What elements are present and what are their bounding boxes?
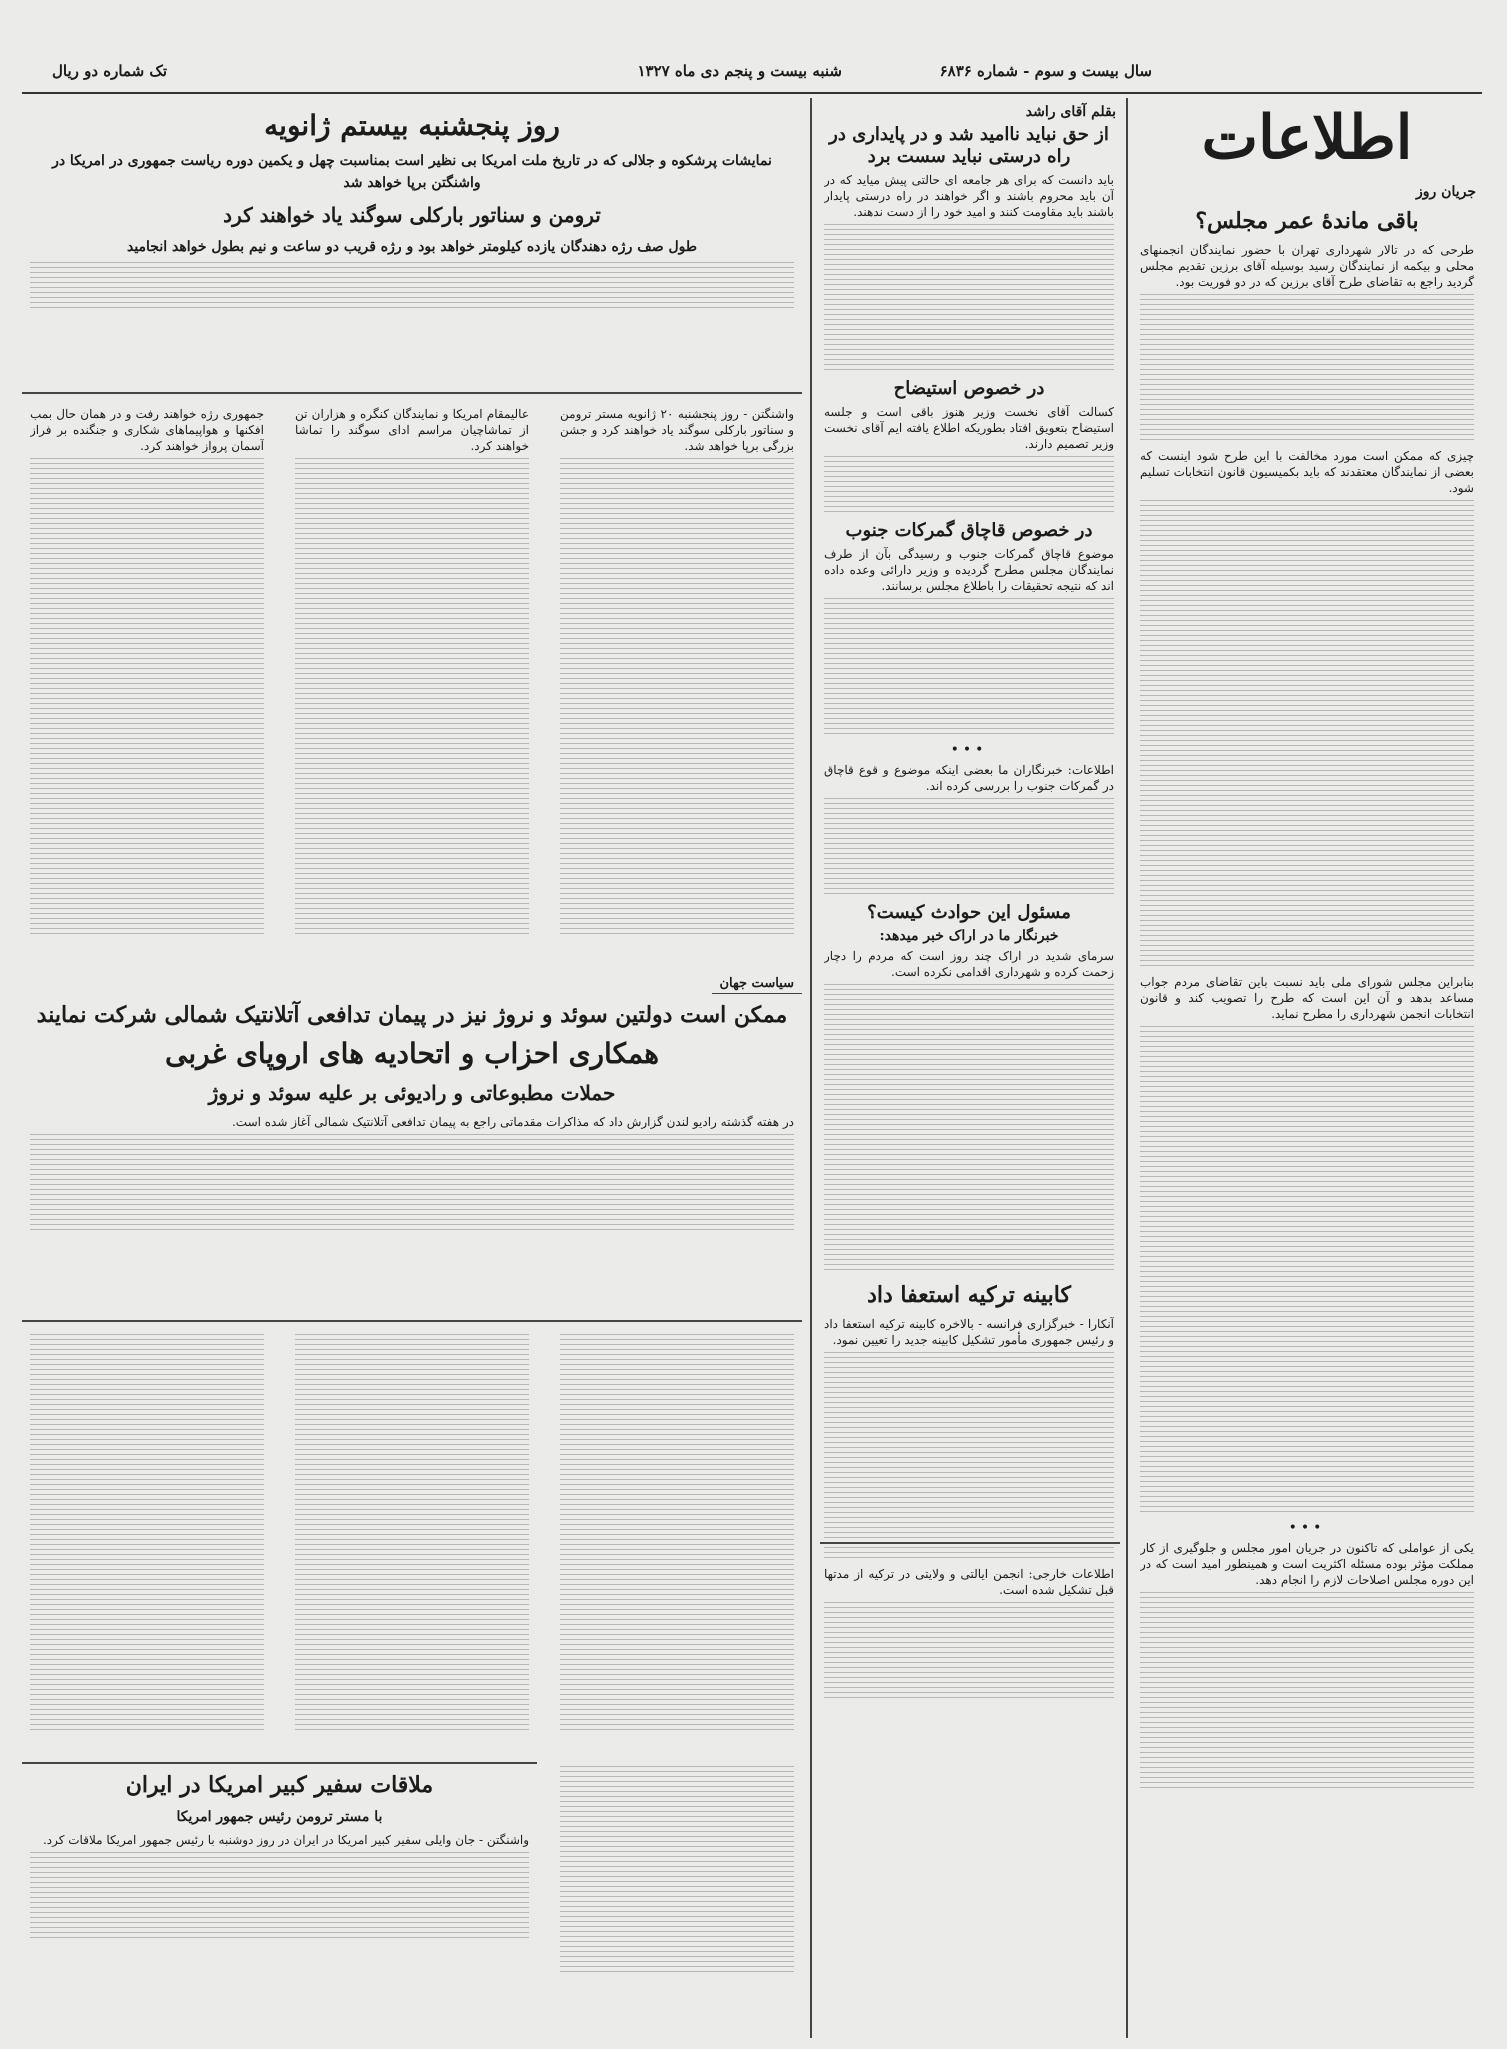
separator: ••• <box>950 742 988 758</box>
ambassador-article <box>22 1762 537 1989</box>
text-block <box>30 262 794 312</box>
accidents-headline: مسئول این حوادث کیست؟ <box>867 902 1071 923</box>
byline: بقلم آقای راشد <box>1025 104 1116 120</box>
news-column <box>816 102 1122 2037</box>
section-rule <box>22 392 802 394</box>
text-block <box>824 224 1114 374</box>
article-paragraph: موضوع قاچاق گمرکات جنوب و رسیدگی بآن از طرف نمایندگان مجلس مطرح گردیده و وزیر دارائی وعده داده اند که نتیجه تحقیقات را باطلاع مجلس برسانند. <box>824 547 1114 593</box>
text-block <box>295 1334 529 1734</box>
editorial-paragraph: طرحی که در تالار شهرداری تهران با حضور نمایندگان انجمنهای محلی و بیکمه از نمایندگان رسید بوسیله آقای برزین تقدیم مجلس گردید راجع به تقاضای طرح آقای برزین که در دو فوریت بود. <box>1140 243 1474 289</box>
text-block <box>295 458 529 938</box>
masthead-issue: سال بیست و سوم - شماره ۶۸۳۶ <box>939 62 1152 80</box>
text-block <box>560 1766 794 1976</box>
newspaper-logo: اطلاعات <box>1201 103 1413 173</box>
editorial-paragraph: بنابراین مجلس شورای ملی باید نسبت باین تقاضای مردم جواب مساعد بدهد و آن این است که طرح را تصویب کند و قانون انتخابات انجمن شهرداری را مطرح نماید. <box>1140 975 1474 1021</box>
separator: ••• <box>1288 1520 1326 1536</box>
inauguration-column <box>287 402 537 962</box>
ambassador-headline: ملاقات سفیر کبیر امریکا در ایران <box>125 1772 434 1798</box>
masthead-date: شنبه بیست و پنجم دی ماه ۱۳۲۷ <box>637 62 842 80</box>
text-block <box>30 1852 529 1942</box>
text-block <box>824 598 1114 738</box>
article-paragraph: واشنگتن - روز پنجشنبه ۲۰ ژانویه مستر ترومن و سناتور بارکلی سوگند یاد خواهند کرد و جشن بزرگی برپا خواهد شد. <box>560 407 794 453</box>
text-block <box>560 1334 794 1734</box>
world-column <box>552 1762 802 1987</box>
world-column <box>22 1330 272 1750</box>
customs-headline: در خصوص قاچاق گمرکات جنوب <box>845 520 1093 541</box>
editorial-paragraph: یکی از عواملی که تاکنون در جریان امور مجلس و جلوگیری از کار مملکت مؤثر بوده مسئله اکثریت است و همینطور امید است که در این دوره مجلس اصلاحات لازم را انجام دهد. <box>1140 1541 1474 1587</box>
inauguration-column <box>22 402 272 962</box>
text-block <box>1140 1592 1474 1792</box>
article-paragraph: جمهوری رژه خواهند رفت و در همان حال بمب افکنها و هواپیماهای شکاری و جنگنده بر فراز آسمان پرواز خواهند کرد. <box>30 407 264 453</box>
article-paragraph: واشنگتن - جان وایلی سفیر کبیر امریکا در ایران در روز دوشنبه با رئیس جمهور امریکا ملاقات کرد. <box>42 1833 529 1847</box>
world-column <box>552 1330 802 1750</box>
editorial-paragraph: چیزی که ممکن است مورد مخالفت با این طرح شود اینست که بعضی از نمایندگان معتقدند که باید بکمیسیون قانون انتخابات تسلیم شود. <box>1140 449 1474 495</box>
inauguration-subhead: طول صف رژه دهندگان یازده کیلومتر خواهد بود و رژه قریب دو ساعت و نیم بطول خواهد انجامید <box>126 239 698 255</box>
inauguration-subhead: ترومن و سناتور بارکلی سوگند یاد خواهند کرد <box>223 203 601 227</box>
article-paragraph: سرمای شدید در اراک چند روز است که مردم را دچار زحمت کرده و شهرداری اقدامی نکرده است. <box>824 949 1114 979</box>
text-block <box>30 1134 794 1234</box>
column-kicker: جریان روز <box>1416 184 1476 200</box>
inauguration-subhead: نمایشات پرشکوه و جلالی که در تاریخ ملت امریکا بی نظیر است بمناسبت چهل و یکمین دوره ریاست جمهوری در امریکا در واشنگتن برپا خواهد شد <box>52 153 772 191</box>
world-subhead: حملات مطبوعاتی و رادیوئی بر علیه سوئد و نروژ <box>208 1081 616 1105</box>
accidents-subhead: خبرنگار ما در اراک خبر میدهد: <box>879 928 1059 944</box>
text-block <box>824 1602 1114 1702</box>
turkey-headline: کابینه ترکیه استعفا داد <box>867 1282 1071 1308</box>
text-block <box>824 1352 1114 1562</box>
newspaper-page <box>22 52 1482 2042</box>
text-block <box>1140 500 1474 970</box>
article-paragraph: کسالت آقای نخست وزیر هنوز باقی است و جلسه استیضاح بتعویق افتاد بطوریکه اطلاع یافته ایم آقای نخست وزیر تصمیم دارند. <box>824 405 1114 451</box>
ambassador-subhead: با مستر ترومن رئیس جمهور امریکا <box>176 1809 383 1825</box>
article-paragraph: آنکارا - خبرگزاری فرانسه - بالاخره کابینه ترکیه استعفا داد و رئیس جمهوری مأمور تشکیل کابینه جدید را تعیین نمود. <box>824 1317 1114 1347</box>
text-block <box>30 1334 264 1734</box>
article-paragraph: اطلاعات خارجی: انجمن ایالتی و ولایتی در ترکیه از مدتها قبل تشکیل شده است. <box>824 1567 1114 1597</box>
column-rule <box>810 98 812 2038</box>
masthead <box>22 52 1482 94</box>
section-rule <box>22 1320 802 1322</box>
article-paragraph: در هفته گذشته رادیو لندن گزارش داد که مذاکرات مقدماتی راجع به پیمان تدافعی آتلانتیک شمالی آغاز شده است. <box>231 1115 794 1129</box>
inauguration-article <box>22 102 802 390</box>
section-tag: سیاست جهان <box>712 974 803 994</box>
world-column <box>287 1330 537 1750</box>
text-block <box>30 458 264 938</box>
text-block <box>1140 1026 1474 1516</box>
editorial-column <box>1132 102 1482 2037</box>
text-block <box>824 456 1114 516</box>
world-headline: ممکن است دولتین سوئد و نروژ نیز در پیمان تدافعی آتلانتیک شمالی شرکت نمایند <box>36 1002 788 1028</box>
resignation-headline: در خصوص استیضاح <box>893 378 1045 399</box>
article-paragraph: اطلاعات: خبرنگاران ما بعضی اینکه موضوع و قوع قاچاق در گمرکات جنوب را بررسی کرده اند. <box>824 763 1114 793</box>
article-paragraph: باید دانست که برای هر جامعه ای حالتی پیش میاید که در آن باید محروم باشند و اگر خواهند در راه درستی پایدار باشند باید مقاومت کنند و امید خود را از دست ندهند. <box>824 173 1114 219</box>
masthead-price: تک شماره دو ریال <box>52 62 167 80</box>
article-headline: از حق نباید ناامید شد و در پایداری در راه درستی نباید سست برد <box>829 124 1109 167</box>
world-politics-article <box>22 972 802 1312</box>
inauguration-column <box>552 402 802 962</box>
text-block <box>824 984 1114 1274</box>
world-headline: همکاری احزاب و اتحادیه های اروپای غربی <box>164 1037 660 1070</box>
text-block <box>1140 294 1474 444</box>
column-rule <box>1126 98 1128 2038</box>
text-block <box>560 458 794 938</box>
editorial-headline: باقی ماندهٔ عمر مجلس؟ <box>1195 208 1419 234</box>
inauguration-headline: روز پنجشنبه بیستم ژانویه <box>264 109 560 142</box>
text-block <box>824 798 1114 898</box>
article-paragraph: عالیمقام امریکا و نمایندگان کنگره و هزاران تن از تماشاچیان مراسم ادای سوگند را تماشا خواهند کرد. <box>295 407 529 453</box>
